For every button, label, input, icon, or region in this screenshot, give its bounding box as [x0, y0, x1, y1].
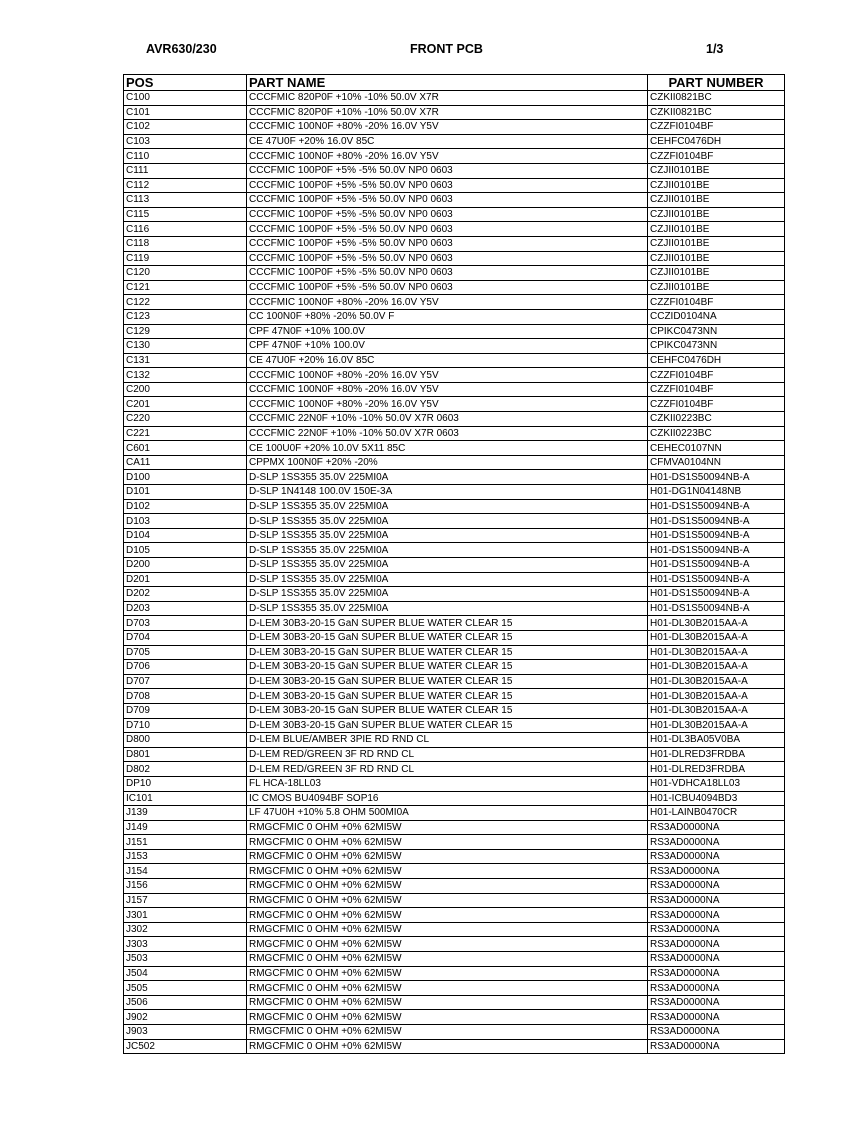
- table-row: [124, 587, 785, 602]
- table-row: [124, 470, 785, 485]
- cell-part-name: CCCFMIC 100P0F +5% -5% 50.0V NP0 0603: [247, 193, 648, 208]
- table-row: [124, 266, 785, 281]
- cell-pos: C118: [124, 236, 247, 251]
- cell-part-number: CZZFI0104BF: [648, 382, 785, 397]
- cell-part-name: RMGCFMIC 0 OHM +0% 62MI5W: [247, 1025, 648, 1040]
- table-row: [124, 382, 785, 397]
- cell-pos: J903: [124, 1025, 247, 1040]
- cell-part-number: H01-DL30B2015AA-A: [648, 703, 785, 718]
- document-model: AVR630/230: [146, 42, 217, 56]
- cell-pos: D706: [124, 660, 247, 675]
- cell-part-number: H01-DS1S50094NB-A: [648, 543, 785, 558]
- cell-pos: C100: [124, 91, 247, 106]
- cell-part-name: RMGCFMIC 0 OHM +0% 62MI5W: [247, 1010, 648, 1025]
- cell-part-number: H01-DLRED3FRDBA: [648, 747, 785, 762]
- cell-pos: C220: [124, 412, 247, 427]
- cell-part-name: D-LEM 30B3-20-15 GaN SUPER BLUE WATER CLEAR 15: [247, 718, 648, 733]
- cell-part-name: CCCFMIC 100P0F +5% -5% 50.0V NP0 0603: [247, 251, 648, 266]
- cell-pos: D104: [124, 528, 247, 543]
- cell-part-number: H01-DL30B2015AA-A: [648, 674, 785, 689]
- cell-part-number: H01-DL30B2015AA-A: [648, 660, 785, 675]
- cell-part-number: H01-DL3BA05V0BA: [648, 733, 785, 748]
- cell-pos: J157: [124, 893, 247, 908]
- cell-part-name: CCCFMIC 100N0F +80% -20% 16.0V Y5V: [247, 368, 648, 383]
- cell-pos: D100: [124, 470, 247, 485]
- column-header-part-name: PART NAME: [247, 75, 648, 91]
- cell-part-name: CCCFMIC 100N0F +80% -20% 16.0V Y5V: [247, 149, 648, 164]
- cell-pos: D101: [124, 485, 247, 500]
- table-row: [124, 163, 785, 178]
- cell-part-number: H01-DS1S50094NB-A: [648, 558, 785, 573]
- cell-pos: C200: [124, 382, 247, 397]
- cell-part-name: D-SLP 1SS355 35.0V 225MI0A: [247, 601, 648, 616]
- table-row: [124, 864, 785, 879]
- cell-part-number: CPIKC0473NN: [648, 339, 785, 354]
- cell-part-number: H01-DL30B2015AA-A: [648, 616, 785, 631]
- cell-part-name: D-LEM RED/GREEN 3F RD RND CL: [247, 762, 648, 777]
- cell-pos: J504: [124, 966, 247, 981]
- parts-table: [123, 74, 785, 1054]
- cell-pos: J139: [124, 806, 247, 821]
- cell-pos: C121: [124, 280, 247, 295]
- cell-pos: D202: [124, 587, 247, 602]
- cell-pos: D707: [124, 674, 247, 689]
- cell-part-number: CZZFI0104BF: [648, 368, 785, 383]
- cell-part-number: CFMVA0104NN: [648, 455, 785, 470]
- table-row: [124, 324, 785, 339]
- table-row: [124, 193, 785, 208]
- cell-pos: D704: [124, 630, 247, 645]
- table-row: [124, 922, 785, 937]
- table-row: [124, 280, 785, 295]
- cell-part-name: CCCFMIC 100P0F +5% -5% 50.0V NP0 0603: [247, 280, 648, 295]
- cell-part-name: RMGCFMIC 0 OHM +0% 62MI5W: [247, 864, 648, 879]
- cell-part-name: CE 47U0F +20% 16.0V 85C: [247, 134, 648, 149]
- cell-part-name: CE 100U0F +20% 10.0V 5X11 85C: [247, 441, 648, 456]
- cell-part-number: H01-DL30B2015AA-A: [648, 645, 785, 660]
- cell-part-name: D-SLP 1SS355 35.0V 225MI0A: [247, 558, 648, 573]
- cell-part-number: RS3AD0000NA: [648, 1025, 785, 1040]
- cell-pos: D703: [124, 616, 247, 631]
- cell-pos: J301: [124, 908, 247, 923]
- cell-part-number: RS3AD0000NA: [648, 835, 785, 850]
- cell-pos: J506: [124, 995, 247, 1010]
- cell-part-number: CCZID0104NA: [648, 309, 785, 324]
- cell-part-number: CZJII0101BE: [648, 193, 785, 208]
- cell-part-number: CZZFI0104BF: [648, 295, 785, 310]
- cell-part-name: D-LEM BLUE/AMBER 3PIE RD RND CL: [247, 733, 648, 748]
- cell-part-number: H01-DS1S50094NB-A: [648, 499, 785, 514]
- document-title: FRONT PCB: [410, 42, 483, 56]
- cell-pos: DP10: [124, 776, 247, 791]
- table-row: [124, 91, 785, 106]
- cell-pos: J156: [124, 879, 247, 894]
- table-row: [124, 455, 785, 470]
- cell-part-name: FL HCA-18LL03: [247, 776, 648, 791]
- cell-part-name: RMGCFMIC 0 OHM +0% 62MI5W: [247, 820, 648, 835]
- cell-part-name: D-SLP 1SS355 35.0V 225MI0A: [247, 543, 648, 558]
- table-row: [124, 485, 785, 500]
- cell-part-name: RMGCFMIC 0 OHM +0% 62MI5W: [247, 966, 648, 981]
- table-row: [124, 733, 785, 748]
- cell-part-name: RMGCFMIC 0 OHM +0% 62MI5W: [247, 952, 648, 967]
- cell-part-number: RS3AD0000NA: [648, 820, 785, 835]
- cell-part-number: H01-DS1S50094NB-A: [648, 572, 785, 587]
- cell-part-name: CCCFMIC 100P0F +5% -5% 50.0V NP0 0603: [247, 207, 648, 222]
- cell-part-name: D-SLP 1SS355 35.0V 225MI0A: [247, 499, 648, 514]
- table-row: [124, 879, 785, 894]
- cell-pos: CA11: [124, 455, 247, 470]
- table-row: [124, 601, 785, 616]
- table-row: [124, 295, 785, 310]
- cell-part-number: RS3AD0000NA: [648, 937, 785, 952]
- cell-part-name: CCCFMIC 100P0F +5% -5% 50.0V NP0 0603: [247, 163, 648, 178]
- cell-part-number: H01-DL30B2015AA-A: [648, 718, 785, 733]
- cell-pos: D203: [124, 601, 247, 616]
- table-row: [124, 149, 785, 164]
- table-row: [124, 441, 785, 456]
- cell-part-number: CZJII0101BE: [648, 178, 785, 193]
- table-row: [124, 747, 785, 762]
- cell-part-name: RMGCFMIC 0 OHM +0% 62MI5W: [247, 879, 648, 894]
- cell-part-number: CZZFI0104BF: [648, 149, 785, 164]
- table-row: [124, 674, 785, 689]
- cell-part-name: D-LEM 30B3-20-15 GaN SUPER BLUE WATER CLEAR 15: [247, 630, 648, 645]
- table-row: [124, 178, 785, 193]
- table-row: [124, 514, 785, 529]
- cell-part-number: CZJII0101BE: [648, 163, 785, 178]
- cell-part-number: CZJII0101BE: [648, 222, 785, 237]
- table-row: [124, 134, 785, 149]
- cell-part-name: D-SLP 1SS355 35.0V 225MI0A: [247, 587, 648, 602]
- cell-pos: D710: [124, 718, 247, 733]
- table-row: [124, 893, 785, 908]
- cell-part-number: CEHFC0476DH: [648, 353, 785, 368]
- table-row: [124, 689, 785, 704]
- cell-part-number: CZKII0223BC: [648, 426, 785, 441]
- cell-pos: C112: [124, 178, 247, 193]
- table-row: [124, 776, 785, 791]
- cell-part-number: H01-DS1S50094NB-A: [648, 601, 785, 616]
- cell-pos: J503: [124, 952, 247, 967]
- cell-part-number: CZZFI0104BF: [648, 120, 785, 135]
- cell-part-name: RMGCFMIC 0 OHM +0% 62MI5W: [247, 893, 648, 908]
- cell-part-number: CZKII0223BC: [648, 412, 785, 427]
- cell-pos: C221: [124, 426, 247, 441]
- cell-part-name: D-LEM 30B3-20-15 GaN SUPER BLUE WATER CLEAR 15: [247, 703, 648, 718]
- cell-part-name: D-LEM 30B3-20-15 GaN SUPER BLUE WATER CLEAR 15: [247, 616, 648, 631]
- cell-part-name: CCCFMIC 22N0F +10% -10% 50.0V X7R 0603: [247, 426, 648, 441]
- cell-part-number: H01-LAINB0470CR: [648, 806, 785, 821]
- cell-pos: C102: [124, 120, 247, 135]
- cell-part-number: H01-DL30B2015AA-A: [648, 689, 785, 704]
- table-row: [124, 820, 785, 835]
- table-row: [124, 630, 785, 645]
- cell-part-name: D-LEM 30B3-20-15 GaN SUPER BLUE WATER CLEAR 15: [247, 689, 648, 704]
- table-row: [124, 251, 785, 266]
- table-row: [124, 572, 785, 587]
- cell-pos: J902: [124, 1010, 247, 1025]
- cell-pos: D800: [124, 733, 247, 748]
- cell-part-number: H01-VDHCA18LL03: [648, 776, 785, 791]
- table-row: [124, 1025, 785, 1040]
- cell-part-number: RS3AD0000NA: [648, 908, 785, 923]
- cell-part-name: CE 47U0F +20% 16.0V 85C: [247, 353, 648, 368]
- table-row: [124, 995, 785, 1010]
- cell-part-number: RS3AD0000NA: [648, 1039, 785, 1054]
- cell-part-number: CZJII0101BE: [648, 251, 785, 266]
- cell-pos: C201: [124, 397, 247, 412]
- cell-pos: D801: [124, 747, 247, 762]
- cell-part-number: RS3AD0000NA: [648, 893, 785, 908]
- cell-part-name: CPPMX 100N0F +20% -20%: [247, 455, 648, 470]
- cell-part-name: LF 47U0H +10% 5.8 OHM 500MI0A: [247, 806, 648, 821]
- cell-pos: D103: [124, 514, 247, 529]
- cell-part-number: H01-DL30B2015AA-A: [648, 630, 785, 645]
- cell-part-number: RS3AD0000NA: [648, 1010, 785, 1025]
- table-row: [124, 558, 785, 573]
- table-row: [124, 835, 785, 850]
- cell-part-name: CCCFMIC 820P0F +10% -10% 50.0V X7R: [247, 105, 648, 120]
- cell-part-number: RS3AD0000NA: [648, 952, 785, 967]
- cell-part-number: CZJII0101BE: [648, 207, 785, 222]
- cell-pos: C601: [124, 441, 247, 456]
- cell-pos: C120: [124, 266, 247, 281]
- cell-pos: C101: [124, 105, 247, 120]
- cell-part-number: RS3AD0000NA: [648, 864, 785, 879]
- cell-part-number: RS3AD0000NA: [648, 981, 785, 996]
- cell-part-name: CCCFMIC 100N0F +80% -20% 16.0V Y5V: [247, 295, 648, 310]
- table-row: [124, 120, 785, 135]
- table-row: [124, 645, 785, 660]
- table-row: [124, 207, 785, 222]
- cell-pos: J149: [124, 820, 247, 835]
- cell-part-name: D-LEM 30B3-20-15 GaN SUPER BLUE WATER CLEAR 15: [247, 660, 648, 675]
- cell-part-name: RMGCFMIC 0 OHM +0% 62MI5W: [247, 995, 648, 1010]
- cell-part-number: CZJII0101BE: [648, 266, 785, 281]
- cell-part-name: CCCFMIC 100P0F +5% -5% 50.0V NP0 0603: [247, 266, 648, 281]
- cell-part-name: RMGCFMIC 0 OHM +0% 62MI5W: [247, 849, 648, 864]
- table-row: [124, 528, 785, 543]
- table-row: [124, 353, 785, 368]
- cell-part-name: CCCFMIC 820P0F +10% -10% 50.0V X7R: [247, 91, 648, 106]
- column-header-pos: POS: [124, 75, 247, 91]
- table-row: [124, 966, 785, 981]
- cell-pos: J153: [124, 849, 247, 864]
- table-row: [124, 908, 785, 923]
- table-row: [124, 1039, 785, 1054]
- cell-part-name: CCCFMIC 100P0F +5% -5% 50.0V NP0 0603: [247, 236, 648, 251]
- cell-part-name: RMGCFMIC 0 OHM +0% 62MI5W: [247, 937, 648, 952]
- cell-part-number: CEHEC0107NN: [648, 441, 785, 456]
- table-row: [124, 849, 785, 864]
- cell-part-number: CZKII0821BC: [648, 91, 785, 106]
- table-row: [124, 368, 785, 383]
- table-row: [124, 981, 785, 996]
- cell-part-name: CCCFMIC 100N0F +80% -20% 16.0V Y5V: [247, 397, 648, 412]
- cell-part-number: H01-DS1S50094NB-A: [648, 514, 785, 529]
- table-header-row: [124, 75, 785, 91]
- table-row: [124, 105, 785, 120]
- table-row: [124, 791, 785, 806]
- cell-pos: C132: [124, 368, 247, 383]
- cell-pos: D200: [124, 558, 247, 573]
- cell-pos: C111: [124, 163, 247, 178]
- cell-pos: D708: [124, 689, 247, 704]
- table-row: [124, 762, 785, 777]
- cell-part-name: CPF 47N0F +10% 100.0V: [247, 339, 648, 354]
- cell-part-number: H01-DLRED3FRDBA: [648, 762, 785, 777]
- cell-part-number: CZJII0101BE: [648, 280, 785, 295]
- table-row: [124, 236, 785, 251]
- table-row: [124, 718, 785, 733]
- cell-pos: C116: [124, 222, 247, 237]
- table-row: [124, 397, 785, 412]
- cell-pos: C110: [124, 149, 247, 164]
- cell-part-number: CEHFC0476DH: [648, 134, 785, 149]
- cell-part-number: CPIKC0473NN: [648, 324, 785, 339]
- page-number: 1/3: [706, 42, 724, 56]
- cell-pos: C115: [124, 207, 247, 222]
- cell-pos: C119: [124, 251, 247, 266]
- cell-pos: D201: [124, 572, 247, 587]
- cell-part-number: CZZFI0104BF: [648, 397, 785, 412]
- cell-pos: D709: [124, 703, 247, 718]
- cell-part-name: RMGCFMIC 0 OHM +0% 62MI5W: [247, 1039, 648, 1054]
- cell-part-number: RS3AD0000NA: [648, 879, 785, 894]
- cell-pos: J154: [124, 864, 247, 879]
- cell-pos: C103: [124, 134, 247, 149]
- cell-pos: D102: [124, 499, 247, 514]
- cell-pos: D802: [124, 762, 247, 777]
- cell-pos: J505: [124, 981, 247, 996]
- cell-pos: JC502: [124, 1039, 247, 1054]
- cell-part-name: RMGCFMIC 0 OHM +0% 62MI5W: [247, 835, 648, 850]
- cell-part-name: IC CMOS BU4094BF SOP16: [247, 791, 648, 806]
- table-row: [124, 937, 785, 952]
- cell-part-name: CCCFMIC 100N0F +80% -20% 16.0V Y5V: [247, 120, 648, 135]
- cell-pos: D705: [124, 645, 247, 660]
- table-row: [124, 1010, 785, 1025]
- cell-part-number: H01-DS1S50094NB-A: [648, 470, 785, 485]
- table-row: [124, 339, 785, 354]
- cell-pos: J151: [124, 835, 247, 850]
- cell-pos: C130: [124, 339, 247, 354]
- cell-part-name: D-SLP 1N4148 100.0V 150E-3A: [247, 485, 648, 500]
- cell-part-name: RMGCFMIC 0 OHM +0% 62MI5W: [247, 922, 648, 937]
- cell-pos: C123: [124, 309, 247, 324]
- cell-part-name: CCCFMIC 22N0F +10% -10% 50.0V X7R 0603: [247, 412, 648, 427]
- table-row: [124, 222, 785, 237]
- cell-part-number: H01-DG1N04148NB: [648, 485, 785, 500]
- cell-part-number: RS3AD0000NA: [648, 995, 785, 1010]
- table-row: [124, 426, 785, 441]
- cell-pos: D105: [124, 543, 247, 558]
- cell-part-number: H01-DS1S50094NB-A: [648, 528, 785, 543]
- cell-part-number: RS3AD0000NA: [648, 922, 785, 937]
- table-row: [124, 703, 785, 718]
- cell-pos: C131: [124, 353, 247, 368]
- cell-part-number: H01-ICBU4094BD3: [648, 791, 785, 806]
- cell-part-name: RMGCFMIC 0 OHM +0% 62MI5W: [247, 908, 648, 923]
- cell-part-name: D-LEM RED/GREEN 3F RD RND CL: [247, 747, 648, 762]
- cell-pos: J302: [124, 922, 247, 937]
- cell-part-number: CZKII0821BC: [648, 105, 785, 120]
- cell-pos: C113: [124, 193, 247, 208]
- cell-part-name: D-LEM 30B3-20-15 GaN SUPER BLUE WATER CLEAR 15: [247, 645, 648, 660]
- cell-part-number: CZJII0101BE: [648, 236, 785, 251]
- cell-part-number: RS3AD0000NA: [648, 849, 785, 864]
- cell-part-number: RS3AD0000NA: [648, 966, 785, 981]
- table-row: [124, 806, 785, 821]
- cell-pos: C122: [124, 295, 247, 310]
- cell-part-name: CCCFMIC 100P0F +5% -5% 50.0V NP0 0603: [247, 222, 648, 237]
- cell-part-name: CCCFMIC 100N0F +80% -20% 16.0V Y5V: [247, 382, 648, 397]
- table-row: [124, 499, 785, 514]
- table-row: [124, 543, 785, 558]
- cell-part-name: CCCFMIC 100P0F +5% -5% 50.0V NP0 0603: [247, 178, 648, 193]
- cell-part-name: RMGCFMIC 0 OHM +0% 62MI5W: [247, 981, 648, 996]
- cell-pos: J303: [124, 937, 247, 952]
- cell-part-name: D-SLP 1SS355 35.0V 225MI0A: [247, 470, 648, 485]
- table-row: [124, 412, 785, 427]
- column-header-part-number: PART NUMBER: [648, 75, 785, 91]
- table-row: [124, 660, 785, 675]
- table-row: [124, 616, 785, 631]
- cell-part-name: D-SLP 1SS355 35.0V 225MI0A: [247, 514, 648, 529]
- cell-part-name: CC 100N0F +80% -20% 50.0V F: [247, 309, 648, 324]
- table-row: [124, 309, 785, 324]
- cell-part-name: D-SLP 1SS355 35.0V 225MI0A: [247, 572, 648, 587]
- cell-part-name: CPF 47N0F +10% 100.0V: [247, 324, 648, 339]
- cell-pos: IC101: [124, 791, 247, 806]
- cell-part-name: D-LEM 30B3-20-15 GaN SUPER BLUE WATER CLEAR 15: [247, 674, 648, 689]
- cell-part-name: D-SLP 1SS355 35.0V 225MI0A: [247, 528, 648, 543]
- cell-pos: C129: [124, 324, 247, 339]
- table-row: [124, 952, 785, 967]
- cell-part-number: H01-DS1S50094NB-A: [648, 587, 785, 602]
